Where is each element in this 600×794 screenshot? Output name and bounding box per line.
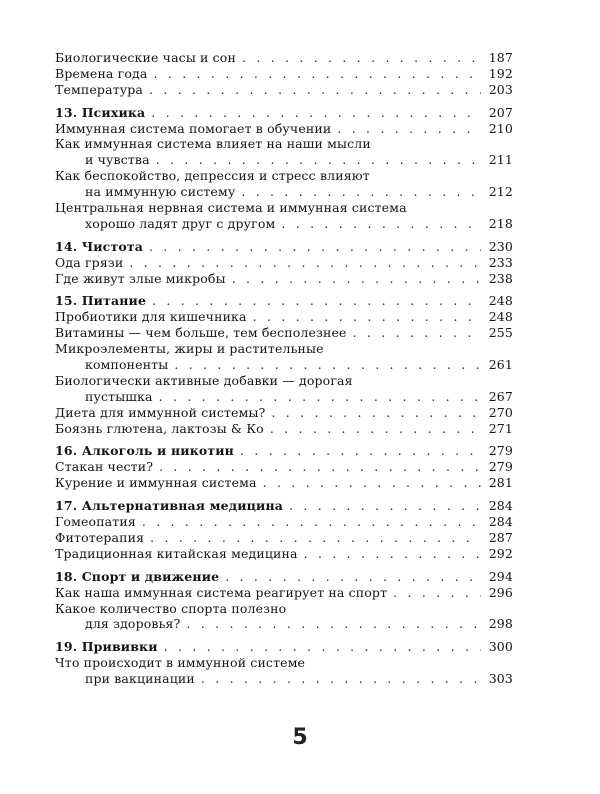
toc-entry-title: Пробиотики для кишечника: [55, 309, 247, 325]
toc-entry-continuation[interactable]: [55, 152, 513, 168]
dot-leader: [236, 50, 481, 66]
toc-chapter-heading[interactable]: [55, 105, 513, 121]
toc-entry-title: Биологические часы и сон: [55, 50, 236, 65]
chapter-title: 16. Алкоголь и никотин: [55, 443, 234, 459]
toc-page-number: 187: [488, 50, 513, 65]
toc-chapter-heading[interactable]: [55, 293, 513, 309]
toc-entry-title: Иммунная система помогает в обучении: [55, 120, 332, 136]
toc-entry-line[interactable]: [55, 200, 513, 216]
toc-page-number: 292: [488, 545, 513, 561]
toc-chapter-heading[interactable]: [55, 498, 513, 514]
toc-page-number: 212: [488, 184, 513, 200]
dot-leader: [150, 152, 481, 168]
toc-entry[interactable]: [55, 546, 513, 562]
toc-chapter-heading[interactable]: [55, 443, 513, 459]
toc-page-number: 284: [488, 498, 513, 514]
toc-chapter-heading[interactable]: [55, 639, 513, 655]
toc-entry-title: Фитотерапия: [55, 529, 145, 545]
toc-page-number: 211: [488, 152, 513, 168]
toc-entry-title: Какое количество спорта полезно: [55, 600, 287, 616]
toc-entry-line[interactable]: [55, 341, 513, 357]
dot-leader: [146, 293, 481, 309]
toc-page-number: 218: [488, 215, 513, 231]
toc-entry[interactable]: [55, 475, 513, 491]
toc-entry-line[interactable]: [55, 601, 513, 617]
toc-page-number: 230: [488, 238, 513, 254]
toc-entry-line[interactable]: [55, 168, 513, 184]
chapter-title: 18. Спорт и движение: [55, 568, 220, 584]
dot-leader: [123, 255, 481, 271]
dot-leader: [195, 671, 481, 687]
table-of-contents: [55, 50, 513, 687]
toc-entry[interactable]: [55, 514, 513, 530]
dot-leader: [235, 184, 481, 200]
toc-page-number: 300: [488, 639, 513, 655]
dot-leader: [168, 357, 481, 373]
toc-page-number: 284: [488, 514, 513, 530]
toc-page-number: 233: [488, 254, 513, 270]
toc-page-number: 255: [488, 325, 513, 341]
toc-entry-continuation[interactable]: [55, 389, 513, 405]
toc-page-number: 298: [488, 616, 513, 632]
page-number: 5: [292, 725, 308, 750]
toc-entry-title: на иммунную систему: [85, 184, 236, 200]
dot-leader: [264, 421, 481, 437]
toc-entry[interactable]: [55, 82, 513, 98]
toc-page-number: 270: [488, 404, 513, 420]
dot-leader: [144, 530, 481, 546]
toc-entry[interactable]: [55, 459, 513, 475]
dot-leader: [219, 569, 481, 585]
toc-entry-title: хорошо ладят друг с другом: [85, 215, 276, 231]
toc-entry-title: Гомеопатия: [55, 514, 136, 530]
toc-entry-line[interactable]: [55, 655, 513, 671]
chapter-title: 19. Прививки: [55, 639, 158, 655]
dot-leader: [153, 389, 481, 405]
toc-chapter-heading[interactable]: [55, 239, 513, 255]
dot-leader: [136, 514, 481, 530]
toc-page-number: 296: [488, 584, 513, 600]
toc-entry-continuation[interactable]: [55, 184, 513, 200]
toc-entry-title: Что происходит в иммунной системе: [55, 655, 306, 671]
toc-entry-title: Микроэлементы, жиры и растительные: [55, 341, 324, 357]
dot-leader: [298, 546, 481, 562]
toc-entry-title: для здоровья?: [85, 616, 181, 632]
dot-leader: [234, 443, 481, 459]
dot-leader: [145, 105, 481, 121]
toc-entry-title: и чувства: [85, 152, 150, 168]
toc-entry-title: Боязнь глютена, лактозы & Ко: [55, 420, 264, 436]
toc-entry-title: Стакан чести?: [55, 459, 154, 475]
toc-page-number: 203: [488, 81, 513, 97]
chapter-title: 17. Альтернативная медицина: [55, 498, 284, 514]
dot-leader: [143, 82, 481, 98]
toc-entry-title: Ода грязи: [55, 254, 124, 270]
toc-page-number: 238: [488, 270, 513, 286]
toc-entry-title: Курение и иммунная система: [55, 475, 257, 491]
dot-leader: [257, 475, 481, 491]
chapter-title: 13. Психика: [55, 104, 146, 120]
dot-leader: [331, 121, 481, 137]
toc-entry[interactable]: [55, 405, 513, 421]
toc-entry-title: Витамины — чем больше, тем бесполезнее: [55, 325, 347, 341]
chapter-title: 14. Чистота: [55, 238, 143, 254]
dot-leader: [387, 585, 481, 601]
toc-entry[interactable]: [55, 530, 513, 546]
toc-entry-line[interactable]: [55, 373, 513, 389]
toc-entry-title: Времена года: [55, 65, 148, 81]
toc-entry-title: Традиционная китайская медицина: [55, 545, 298, 561]
toc-entry-continuation[interactable]: [55, 357, 513, 373]
toc-page-number: 210: [488, 120, 513, 136]
toc-page-number: 281: [488, 475, 513, 491]
toc-page-number: 248: [488, 309, 513, 325]
toc-page-number: 192: [488, 65, 513, 81]
toc-page-number: 279: [488, 443, 513, 459]
toc-chapter-heading[interactable]: [55, 569, 513, 585]
toc-page-number: 267: [488, 388, 513, 404]
dot-leader: [283, 498, 481, 514]
toc-entry[interactable]: [55, 325, 513, 341]
toc-page-number: 303: [488, 671, 513, 687]
dot-leader: [265, 405, 481, 421]
toc-entry-title: Диета для иммунной системы?: [55, 404, 266, 420]
toc-entry[interactable]: [55, 271, 513, 287]
toc-entry-line[interactable]: [55, 136, 513, 152]
toc-entry-title: Температура: [55, 81, 144, 97]
toc-entry-continuation[interactable]: [55, 671, 513, 687]
toc-entry-continuation[interactable]: [55, 616, 513, 632]
toc-entry-title: пустышка: [85, 388, 153, 404]
toc-entry-title: компоненты: [85, 357, 169, 373]
toc-page-number: 207: [488, 104, 513, 120]
toc-entry[interactable]: [55, 121, 513, 137]
toc-page-number: 248: [488, 293, 513, 309]
dot-leader: [148, 66, 482, 82]
dot-leader: [226, 271, 481, 287]
dot-leader: [158, 639, 481, 655]
toc-page-number: 294: [488, 568, 513, 584]
dot-leader: [180, 616, 481, 632]
toc-entry[interactable]: [55, 50, 513, 66]
toc-entry-title: при вакцинации: [85, 671, 195, 687]
toc-entry-title: Как беспокойство, депрессия и стресс влияют: [55, 168, 370, 184]
toc-page-number: 261: [488, 357, 513, 373]
toc-entry[interactable]: [55, 66, 513, 82]
toc-entry[interactable]: [55, 585, 513, 601]
dot-leader: [275, 216, 481, 232]
toc-page-number: 271: [488, 420, 513, 436]
dot-leader: [143, 239, 481, 255]
toc-entry[interactable]: [55, 421, 513, 437]
toc-entry-title: Как наша иммунная система реагирует на спорт: [55, 584, 388, 600]
toc-page-number: 279: [488, 459, 513, 475]
toc-entry-title: Центральная нервная система и иммунная система: [55, 200, 407, 216]
toc-entry-title: Как иммунная система влияет на наши мысли: [55, 136, 371, 152]
dot-leader: [347, 325, 481, 341]
dot-leader: [153, 459, 481, 475]
toc-page-number: 287: [488, 529, 513, 545]
dot-leader: [247, 309, 481, 325]
toc-entry[interactable]: [55, 255, 513, 271]
toc-entry-title: Где живут злые микробы: [55, 270, 226, 286]
toc-entry-continuation[interactable]: [55, 216, 513, 232]
toc-entry-title: Биологически активные добавки — дорогая: [55, 372, 353, 388]
toc-entry[interactable]: [55, 309, 513, 325]
chapter-title: 15. Питание: [55, 293, 147, 309]
